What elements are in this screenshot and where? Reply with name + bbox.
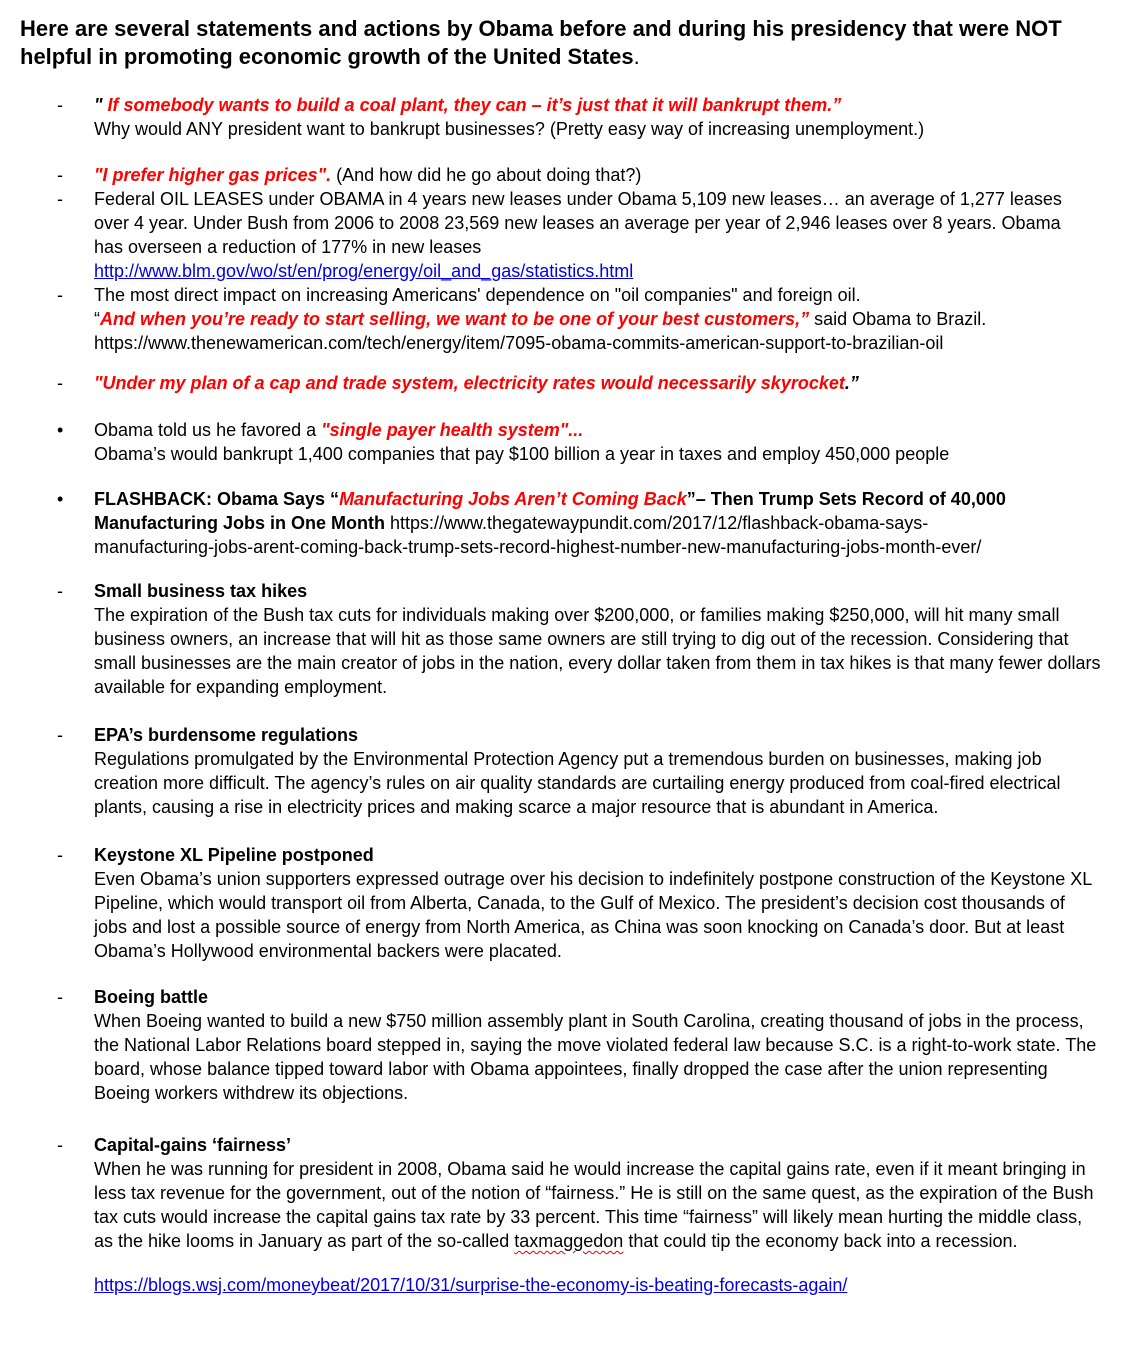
list-item-small-business-tax-hikes	[57, 579, 1102, 699]
flashback-paragraph	[94, 487, 1046, 559]
bullet-marker: •	[57, 489, 64, 509]
coal-comment-line: Why would ANY president want to bankrupt businesses? (Pretty easy way of increasing unemployment.)	[94, 119, 925, 139]
dash-marker: -	[57, 165, 63, 185]
list-item-oil-leases	[57, 187, 1102, 283]
list-item-boeing-battle	[57, 985, 1102, 1105]
blm-statistics-link[interactable]: http://www.blm.gov/wo/st/en/prog/energy/oil_and_gas/statistics.html	[94, 261, 634, 281]
dash-marker: -	[57, 581, 63, 601]
brazil-quote-line	[94, 307, 1102, 331]
list-item-keystone-pipeline	[57, 843, 1102, 963]
single-payer-line2: Obama’s would bankrupt 1,400 companies that pay $100 billion a year in taxes and employ 450,000 people	[94, 444, 950, 464]
coal-quote-line	[94, 93, 1102, 117]
small-business-paragraph: The expiration of the Bush tax cuts for individuals making over $200,000, or families making $250,000, will hit many small business owners, an increase that will hit as those same owners are still trying to dig out of the recession. Considering that small businesses are the main creator of jobs in the nation, every dollar taken from them in tax hikes is that many fewer dollars available for expanding employment.	[94, 605, 1101, 697]
list-item-single-payer	[57, 418, 1102, 466]
list-item-flashback-manufacturing	[57, 487, 1046, 559]
dash-marker: -	[57, 987, 63, 1007]
single-payer-line1	[94, 418, 1102, 442]
dash-marker: -	[57, 725, 63, 745]
page-title	[20, 15, 1082, 71]
boeing-paragraph: When Boeing wanted to build a new $750 million assembly plant in South Carolina, creating thousand of jobs in the process, the National Labor Relations board stepped in, saying the move violated federal law because S.C. is a right-to-work state. The board, whose balance tipped toward labor with Obama appointees, finally dropped the case after the union representing Boeing workers withdrew its objections.	[94, 1011, 1097, 1103]
dash-marker: -	[57, 845, 63, 865]
list-item-coal-quote	[57, 93, 1102, 141]
dash-marker: -	[57, 373, 63, 393]
cap-and-trade-line	[94, 371, 1102, 395]
list-item-epa-regulations	[57, 723, 1102, 819]
wsj-moneybeat-link[interactable]: https://blogs.wsj.com/moneybeat/2017/10/31/surprise-the-economy-is-beating-forecasts-again/	[94, 1275, 848, 1295]
capital-gains-paragraph	[94, 1157, 1102, 1253]
brazil-quote-text: And when you’re ready to start selling, we want to be one of your best customers,”	[100, 309, 810, 329]
brazil-open-quote: “	[94, 309, 100, 329]
misspelled-word: taxmaggedon	[514, 1231, 624, 1251]
coal-quote-text: If somebody wants to build a coal plant, they can – it’s just that it will bankrupt them.”	[107, 95, 842, 115]
flashback-bold-text-1: FLASHBACK: Obama Says “	[94, 489, 340, 509]
dash-marker: -	[57, 285, 63, 305]
list-item-gas-prices	[57, 163, 1102, 187]
bullet-list	[57, 93, 1102, 1297]
page-title-period: .	[633, 44, 640, 69]
dash-marker: -	[57, 189, 63, 209]
cap-and-trade-quote-text: "Under my plan of a cap and trade system, electricity rates would necessarily skyrocket	[94, 373, 845, 393]
epa-paragraph: Regulations promulgated by the Environmental Protection Agency put a tremendous burden on businesses, making job creation more difficult. The agency’s rules on air quality standards are curtailing energy produced from coal-fired electrical plants, causing a rise in electricity prices and making scarce a major resource that is abundant in America.	[94, 749, 1061, 817]
brazil-attribution-text: said Obama to Brazil.	[809, 309, 987, 329]
page-title-text: Here are several statements and actions by Obama before and during his presidency that were NOT helpful in promoting economic growth of the United States	[20, 16, 1062, 69]
bullet-marker: •	[57, 420, 64, 440]
gas-quote-text: "I prefer higher gas prices".	[94, 165, 332, 185]
list-item-capital-gains	[57, 1133, 1102, 1253]
dash-marker: -	[57, 95, 63, 115]
keystone-heading: Keystone XL Pipeline postponed	[94, 845, 374, 865]
keystone-paragraph: Even Obama’s union supporters expressed outrage over his decision to indefinitely postpone construction of the Keystone XL Pipeline, which would transport oil from Alberta, Canada, to the Gulf of Mexico. The president’s decision cost thousands of jobs and lost a possible source of energy from North America, as China was soon knocking on Canada’s door. But at least Obama’s Hollywood environmental backers were placated.	[94, 869, 1092, 961]
capital-gains-text-1: When he was running for president in 2008, Obama said he would increase the capital gains rate, even if it meant bringing in less tax revenue for the government, out of the notion of “fairness.” He is still on the same quest, as the expiration of the Bush tax cuts would increase the capital gains tax rate by 33 percent. This time “fairness” will likely mean hurting the middle class, as the hike looms in January as part of the so-called	[94, 1159, 1094, 1251]
small-business-heading: Small business tax hikes	[94, 581, 308, 601]
flashback-quote-text: Manufacturing Jobs Aren’t Coming Back	[339, 489, 687, 509]
boeing-heading: Boeing battle	[94, 987, 209, 1007]
list-item-cap-and-trade	[57, 371, 1102, 395]
gatewaypundit-url-text: https://www.thegatewaypundit.com/2017/12/flashback-obama-says-manufacturing-jobs-arent-coming-back-trump-sets-record-highest-number-new-manufacturing-jobs-month-ever/	[94, 513, 982, 557]
coal-open-quote: "	[94, 95, 108, 115]
footer-link-item	[94, 1273, 1102, 1297]
epa-heading: EPA’s burdensome regulations	[94, 725, 359, 745]
single-payer-lead-text: Obama told us he favored a	[94, 420, 322, 440]
oil-leases-link-line	[94, 259, 1102, 283]
single-payer-quote-text: "single payer health system"...	[321, 420, 584, 440]
gas-comment-text: (And how did he go about doing that?)	[331, 165, 642, 185]
dash-marker: -	[57, 1135, 63, 1155]
gas-prices-line	[94, 163, 1102, 187]
capital-gains-heading: Capital-gains ‘fairness’	[94, 1135, 292, 1155]
thenewamerican-url-text: https://www.thenewamerican.com/tech/energy/item/7095-obama-commits-american-support-to-brazilian-oil	[94, 333, 944, 353]
cap-and-trade-close-quote: .”	[844, 373, 859, 393]
capital-gains-text-2: that could tip the economy back into a recession.	[623, 1231, 1018, 1251]
list-item-brazil-oil	[57, 283, 1102, 355]
oil-leases-paragraph: Federal OIL LEASES under OBAMA in 4 years new leases under Obama 5,109 new leases… an average of 1,277 leases over 4 year. Under Bush from 2006 to 2008 23,569 new leases an average per year of 2,946 leases over 8 years. Obama has overseen a reduction of 177% in new leases	[94, 189, 1062, 257]
flashback-bold-text-2: ”– Then Trump Sets Record of 40,000 Manufacturing Jobs in One Month	[94, 489, 1006, 533]
brazil-line1: The most direct impact on increasing Americans' dependence on "oil companies" and foreign oil.	[94, 285, 861, 305]
